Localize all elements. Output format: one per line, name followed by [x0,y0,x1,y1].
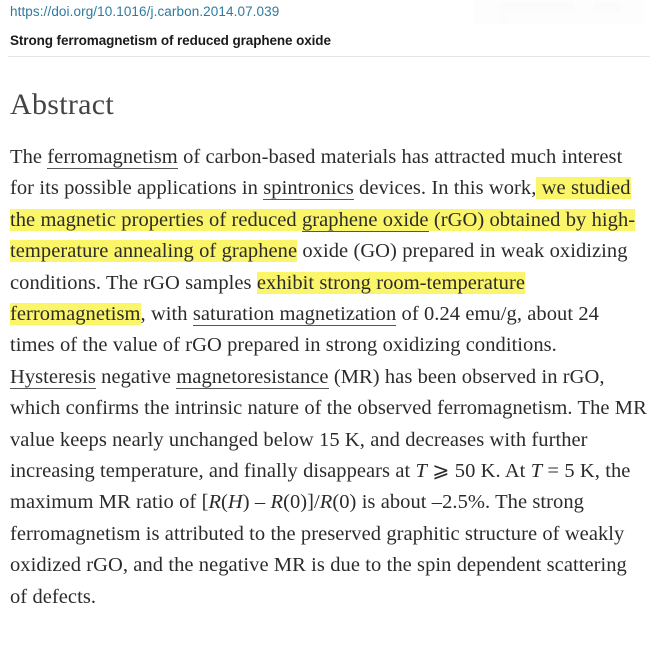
abstract-text: of 0.24 emu/g, about 24 times of the value of rGO prepared in strong oxidizing conditions. [10,303,599,357]
faint-overlay-bar-1 [500,2,574,11]
abstract-highlight: (rGO) obtained by high-temperature annealing of graphene [10,208,636,263]
abstract-term-link[interactable]: magnetoresistance [176,365,329,388]
math-variable: R [270,491,284,514]
abstract-text: ) – [242,491,271,514]
abstract-highlight: exhibit strong room-temperature ferromagnetism [10,271,525,326]
faint-overlay-widget [474,0,644,24]
abstract-text: ( [221,491,228,514]
abstract-term-link[interactable]: Hysteresis [10,365,96,388]
abstract-text: , with [140,303,193,326]
abstract-text: = 5 K, the maximum MR ratio of [ [10,460,631,514]
abstract-term-link[interactable]: ferromagnetism [47,146,178,168]
abstract-term-link-highlighted[interactable]: graphene oxide [301,208,429,231]
abstract-text: of carbon-based materials has attracted much interest for its possible applications in [10,146,623,200]
header-divider [8,56,650,57]
abstract-highlight: we studied the magnetic properties of reduced [10,177,631,231]
abstract-text: The [10,146,48,168]
faint-overlay-bar-2 [594,2,620,11]
math-variable: T [415,460,427,483]
article-title: Strong ferromagnetism of reduced graphene oxide [10,33,331,48]
math-variable: R [319,491,333,514]
abstract-term-link[interactable]: saturation magnetization [192,303,397,326]
math-variable: H [227,491,243,514]
math-variable: T [530,460,543,483]
abstract-text: (MR) has been observed in rGO, which confirms the intrinsic nature of the observed ferromagnetism. The MR value keeps nearly unchanged below 15 K, and decreases with further increasing temperature, and finally disappears at [10,365,647,483]
abstract-body [10,142,648,613]
abstract-heading: Abstract [10,88,115,121]
abstract-term-link[interactable]: spintronics [263,177,354,200]
abstract-text: devices. In this work, [353,177,537,200]
doi-line [10,3,279,21]
abstract-text: oxide (GO) prepared in weak oxidizing conditions. The rGO samples [10,240,628,294]
doi-link[interactable]: https://doi.org/10.1016/j.carbon.2014.07.039 [10,4,280,19]
math-variable: R [208,491,222,514]
abstract-text: (0)]/ [283,491,320,514]
abstract-text: (0) is about –2.5%. The strong ferromagnetism is attributed to the preserved graphitic structure of weakly oxidized rGO, and the negative MR is due to the spin dependent scattering of defects. [10,491,627,608]
faint-overlay-bar-3 [500,11,508,24]
abstract-text: ⩾ 50 K. At [427,460,531,483]
abstract-text: negative [95,365,177,388]
